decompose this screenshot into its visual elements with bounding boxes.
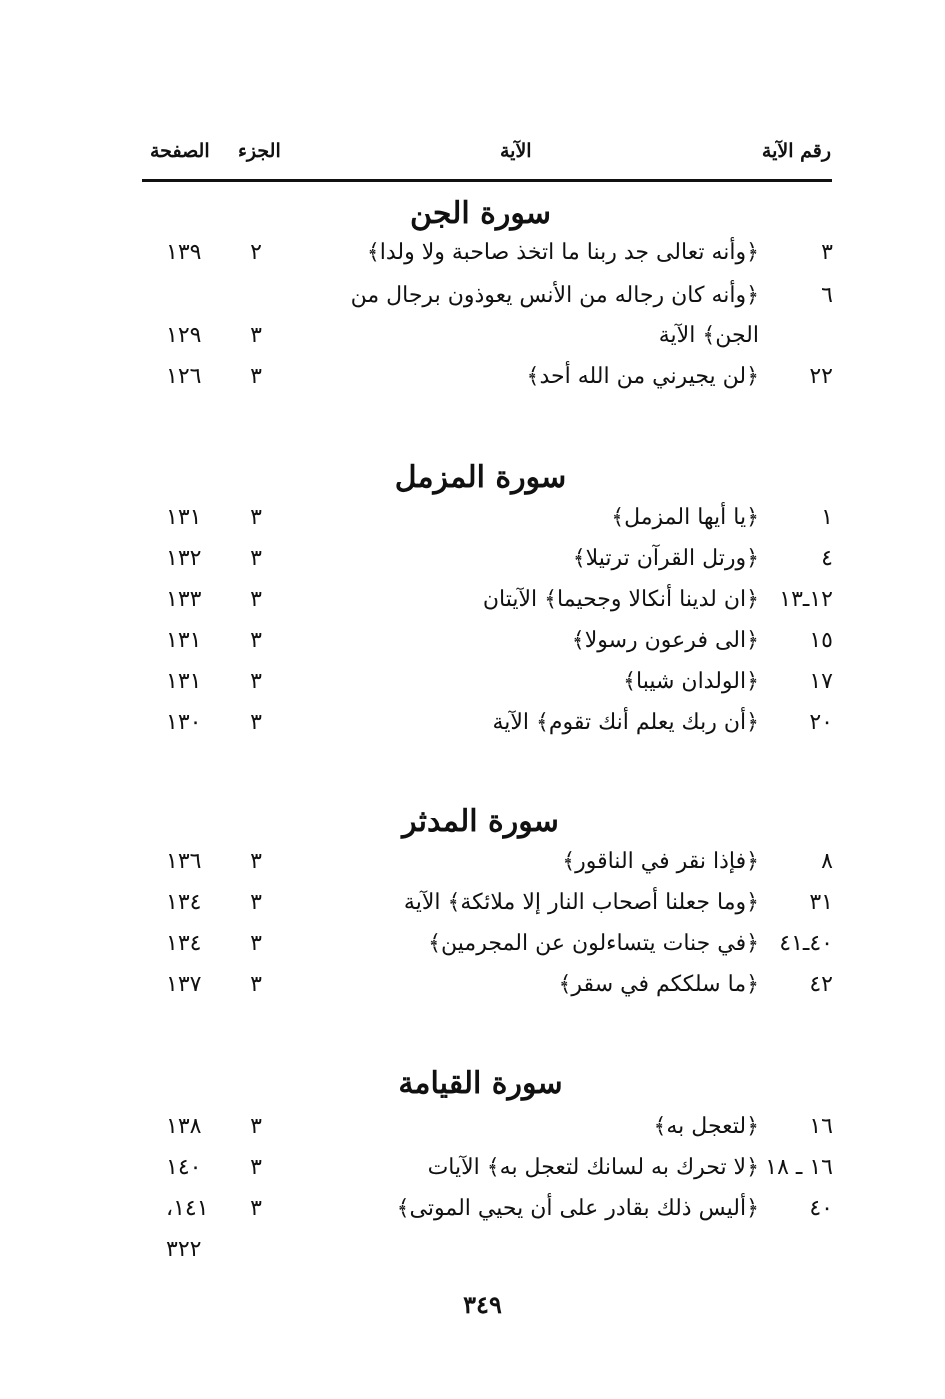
ayah-number: ١٦ [809, 1114, 833, 1139]
surah-title: سورة القيامة [398, 1066, 563, 1101]
page-number: ١٣٠ [166, 710, 202, 735]
header-rule [142, 179, 832, 182]
surah-title: سورة المدثر [402, 804, 559, 839]
ayah-text: ﴿لتعجل به﴾ [653, 1114, 759, 1139]
page-number: ١٣١ [166, 669, 202, 694]
ayah-text: ﴿فإذا نقر في الناقور﴾ [562, 849, 759, 874]
ayah-number: ١٥ [809, 628, 833, 653]
page-number: ١٢٩ [166, 323, 202, 348]
table-row [0, 972, 945, 1008]
page-number: ١٣٨ [166, 1114, 202, 1139]
ayah-text: ﴿الى فرعون رسولا﴾ [571, 628, 759, 653]
ayah-text: ﴿لن يجيرني من الله أحد﴾ [526, 364, 759, 389]
juz-number: ٣ [250, 1196, 262, 1221]
ayah-number: ٣١ [809, 890, 833, 915]
ayah-text: ﴿وما جعلنا أصحاب النار إلا ملائكة﴾ الآية [403, 890, 759, 915]
table-row [0, 546, 945, 582]
page-number: ١٣٧ [166, 972, 202, 997]
juz-number: ٣ [250, 972, 262, 997]
ayah-text: ﴿لا تحرك به لسانك لتعجل به﴾ الآيات [427, 1155, 759, 1180]
table-row [0, 931, 945, 967]
table-row-continuation [0, 323, 945, 359]
page-number: ١٣٣ [166, 587, 202, 612]
page-number: ١٣٤ [166, 931, 202, 956]
header-ayah: الآية [500, 140, 532, 162]
juz-number: ٣ [250, 1114, 262, 1139]
table-row [0, 505, 945, 541]
juz-number: ٣ [250, 505, 262, 530]
header-ayah-number: رقم الآية [761, 140, 831, 162]
ayah-text: ﴿في جنات يتساءلون عن المجرمين﴾ [428, 931, 759, 956]
surah-title: سورة الجن [410, 196, 551, 231]
header-page: الصفحة [150, 140, 210, 162]
ayah-text: ﴿ان لدينا أنكالا وجحيما﴾ الآيتان [482, 587, 759, 612]
table-row [0, 240, 945, 276]
juz-number: ٢ [250, 240, 262, 265]
table-row [0, 587, 945, 623]
ayah-number: ١٦ ـ ١٨ [765, 1155, 833, 1180]
ayah-number: ٦ [821, 283, 833, 308]
page-number: ١٣١ [166, 628, 202, 653]
juz-number: ٣ [250, 323, 262, 348]
page-number: ١٣٤ [166, 890, 202, 915]
table-row [0, 1155, 945, 1191]
juz-number: ٣ [250, 669, 262, 694]
ayah-number: ٤٠ [809, 1196, 833, 1221]
page-number: ١٣٦ [166, 849, 202, 874]
table-row [0, 1196, 945, 1232]
table-row [0, 1114, 945, 1150]
juz-number: ٣ [250, 890, 262, 915]
ayah-text: ﴿أليس ذلك بقادر على أن يحيي الموتى﴾ [396, 1196, 759, 1221]
ayah-text: ﴿ما سلككم في سقر﴾ [558, 972, 759, 997]
table-row [0, 849, 945, 885]
ayah-number: ١ [821, 505, 833, 530]
page-number: ١٣٩ [166, 240, 202, 265]
ayah-text: ﴿أن ربك يعلم أنك تقوم﴾ الآية [492, 710, 759, 735]
ayah-number: ١٢ـ١٣ [779, 587, 833, 612]
ayah-number: ٤٠ـ٤١ [779, 931, 833, 956]
folio-page-number: ٣٤٩ [463, 1290, 502, 1319]
page-number: ١٢٦ [166, 364, 202, 389]
table-row [0, 890, 945, 926]
ayah-text: ﴿يا أيها المزمل﴾ [611, 505, 759, 530]
page-number: ١٤٠ [166, 1155, 202, 1180]
ayah-number: ١٧ [809, 669, 833, 694]
juz-number: ٣ [250, 710, 262, 735]
page-number: ١٣١ [166, 505, 202, 530]
ayah-number: ٢٢ [809, 364, 833, 389]
juz-number: ٣ [250, 931, 262, 956]
ayah-text: ﴿الولدان شيبا﴾ [623, 669, 759, 694]
table-row [0, 669, 945, 705]
table-row [0, 283, 945, 319]
ayah-text: ﴿وأنه تعالى جد ربنا ما اتخذ صاحبة ولا ولدا﴾ [366, 240, 759, 265]
page-number-continuation: ٣٢٢ [166, 1237, 202, 1262]
ayah-number: ٤٢ [809, 972, 833, 997]
juz-number: ٣ [250, 1155, 262, 1180]
table-row [0, 628, 945, 664]
ayah-number: ٣ [821, 240, 833, 265]
juz-number: ٣ [250, 364, 262, 389]
ayah-number: ٢٠ [809, 710, 833, 735]
juz-number: ٣ [250, 546, 262, 571]
ayah-number: ٤ [821, 546, 833, 571]
ayah-text: ﴿وأنه كان رجاله من الأنس يعوذون برجال من [350, 283, 759, 308]
page-number: ١٣٢ [166, 546, 202, 571]
header-juz: الجزء [238, 140, 281, 162]
page-number: ١٤١، [166, 1196, 209, 1221]
juz-number: ٣ [250, 628, 262, 653]
surah-title: سورة المزمل [394, 460, 567, 495]
ayah-number: ٨ [821, 849, 833, 874]
table-row [0, 364, 945, 400]
juz-number: ٣ [250, 849, 262, 874]
ayah-text: ﴿ورتل القرآن ترتيلا﴾ [572, 546, 759, 571]
table-row [0, 710, 945, 746]
juz-number: ٣ [250, 587, 262, 612]
ayah-text-continuation: الجن﴾ الآية [658, 323, 759, 348]
